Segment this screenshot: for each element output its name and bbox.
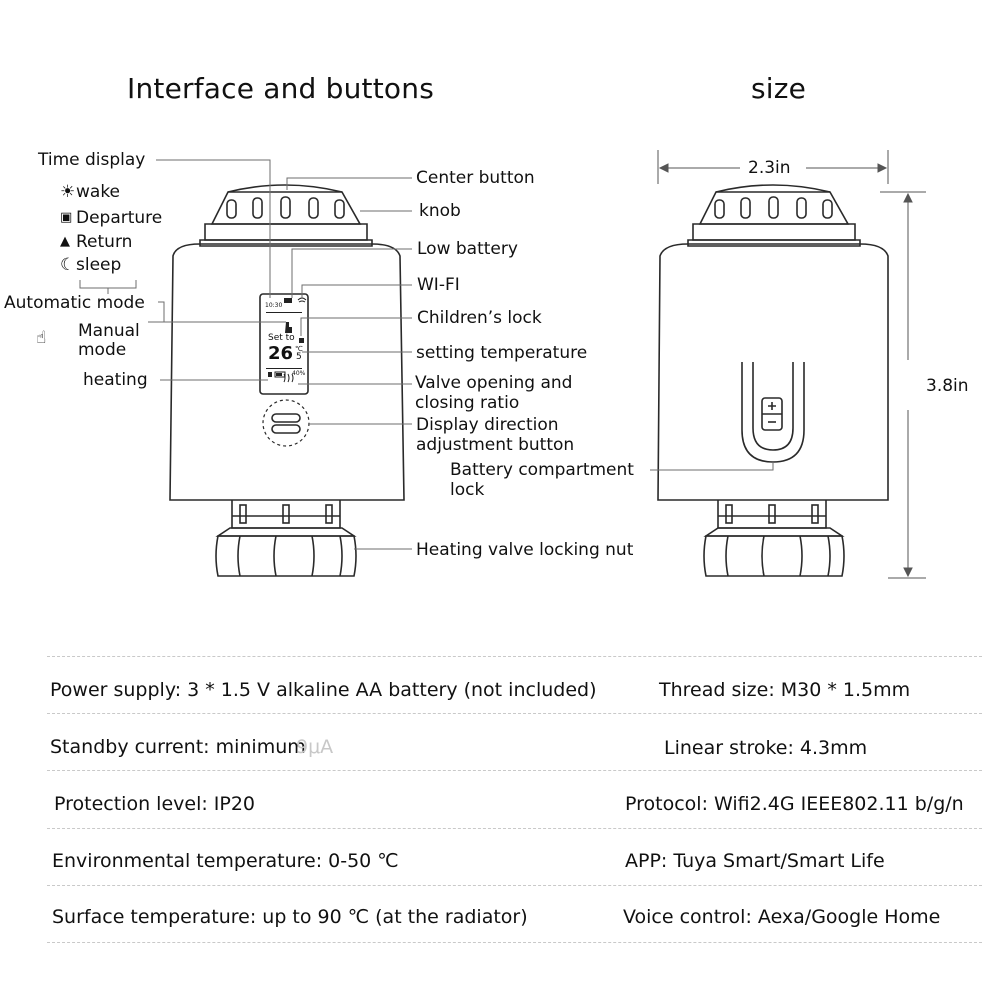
label-low-battery: Low battery [417,239,518,259]
spec-linear-stroke: Linear stroke: 4.3mm [664,737,868,759]
spec-protocol: Protocol: Wifi2.4G IEEE802.11 b/g/n [625,793,964,815]
screen-set-to: Set to [268,333,295,343]
sun-icon: ☀ [60,182,76,202]
label-manual-line2: mode [78,340,127,360]
label-battery-lock-line2: lock [450,480,485,500]
screen-time: 10:30 [265,302,283,309]
divider [47,942,982,943]
screen-temp-decimal: 5 [296,352,302,362]
label-manual-line1: Manual [78,321,140,341]
screen-temp-unit: ℃ [295,345,303,353]
spec-standby-current: Standby current: minimum [50,736,306,758]
spec-app: APP: Tuya Smart/Smart Life [625,850,885,872]
divider [47,885,982,886]
label-valve-ratio-line2: closing ratio [415,393,520,413]
divider [47,656,982,657]
spec-protection-level: Protection level: IP20 [54,793,256,815]
spec-standby-current-value: 9μA [296,736,334,758]
screen-valve-percent: 40% [292,370,306,377]
moon-icon: ☾ [60,255,76,275]
label-knob: knob [419,201,461,221]
divider [47,713,982,714]
right-thermostat [658,185,888,576]
label-display-direction-line1: Display direction [416,415,559,435]
label-return: Return [76,232,133,252]
dimension-lines [650,150,926,578]
spec-surface-temperature: Surface temperature: up to 90 ℃ (at the radiator) [52,906,528,928]
label-time-display: Time display [38,150,146,170]
dimension-width: 2.3in [748,158,791,178]
spec-voice-control: Voice control: Aexa/Google Home [623,906,941,928]
label-valve-ratio-line1: Valve opening and [415,373,573,393]
right-heading: size [751,72,807,105]
label-display-direction-line2: adjustment button [416,435,575,455]
dimension-height: 3.8in [926,376,969,396]
screen-temperature: 26 [268,343,294,364]
label-departure: Departure [76,208,163,228]
label-wake: wake [76,182,121,202]
divider [47,828,982,829]
label-battery-lock-line1: Battery compartment [450,460,634,480]
label-heating: heating [83,370,148,390]
divider [47,770,982,771]
label-sleep: sleep [76,255,122,275]
departure-icon: ▣ [60,210,73,225]
label-locking-nut: Heating valve locking nut [416,540,634,560]
left-heading: Interface and buttons [127,72,434,105]
label-automatic-mode: Automatic mode [4,293,145,313]
home-icon: ▲ [60,234,70,249]
label-childrens-lock: Children’s lock [417,308,542,328]
label-center-button: Center button [416,168,535,188]
label-wifi: WI-FI [417,275,460,295]
hand-icon: ☝ [36,328,47,348]
spec-power-supply: Power supply: 3 * 1.5 V alkaline AA battery (not included) [50,679,597,701]
spec-thread-size: Thread size: M30 * 1.5mm [659,679,911,701]
spec-environmental-temperature: Environmental temperature: 0-50 ℃ [52,850,399,872]
label-setting-temperature: setting temperature [416,343,588,363]
